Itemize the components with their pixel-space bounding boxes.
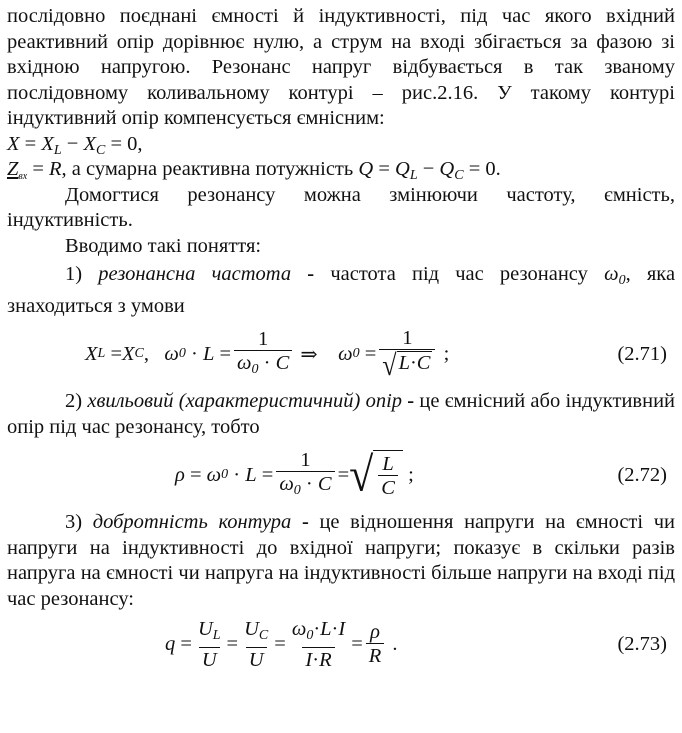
equation-number-2-72: (2.72) — [617, 464, 667, 486]
reactive-power-text: а сумарна реактивна потужність — [71, 158, 354, 180]
paragraph-resonance-definition: послідовно поєднані ємності й індуктивності, під час якого вхідний реактивний опір дорівнює нулю, а струм на вході збігається за фазою зі вхідною напругою. Резонанс напруг відбувається в так званому послідовному коливальному контурі – рис.2.16. У такому контурі індуктивний опір компенсується ємнісним: — [7, 5, 675, 129]
item-quality-factor: 3) добротність контура - це відношення напруги на ємності чи напруги на індуктивності до вхідної напруги; показує в скільки разів напруга на ємності чи напруга на індуктивності більше напруги на вході під час резонансу: — [7, 511, 676, 610]
impedance-symbol: Z — [7, 158, 19, 180]
paragraph-how-to-achieve: Домогтися резонансу можна змінюючи частоту, ємність, індуктивність. — [7, 183, 675, 231]
equation-number-2-71: (2.71) — [617, 343, 667, 365]
equation-2-72: ρ = ω 0 · L = $\frac{1}{\omega_0 \cdot C}$ = √ $\frac{L}{C}$ ; (2.72) — [7, 440, 675, 510]
document-page — [7, 4, 675, 676]
equation-2-71: X L = X C , ω 0 · L = $\frac{1}{\omega_0 \cdot C}$ ⇒ ω 0 = 1 √ L·C ; (2.71) — [7, 319, 675, 389]
reactive-power-formula: $Q = Q_L - Q_C = 0$. — [358, 158, 501, 183]
impedance-equals-r: = R, — [32, 158, 67, 180]
term-resonant-frequency: резонансна частота — [98, 263, 292, 285]
term-quality-factor: добротність контура — [92, 511, 292, 533]
term-characteristic-impedance: хвильовий (характеристичний) опір — [87, 390, 403, 412]
equation-2-73: q = $\frac{U_L}{U}$ = $\frac{U_C}{U}$ = $\frac{\omega_0\cdot L\cdot I}{I\cdot R}$ = $\frac{\rho}{R}$ . (2.73) — [7, 612, 675, 676]
impedance-subscript: вх — [18, 171, 28, 182]
paragraph-introduce-concepts: Вводимо такі поняття: — [65, 234, 262, 257]
item-resonant-frequency: 1) резонансна частота - частота під час резонансу $\omega_0$, яка знаходиться з умови — [7, 263, 676, 317]
formula-reactance-line: $X = X_L - X_C = 0$, — [7, 132, 143, 158]
formula-impedance-line — [7, 157, 675, 183]
item-characteristic-impedance: 2) хвильовий (характеристичний) опір - це ємнісний або індуктивний опір під час резонансу, тобто — [7, 390, 676, 438]
equation-number-2-73: (2.73) — [617, 633, 667, 655]
